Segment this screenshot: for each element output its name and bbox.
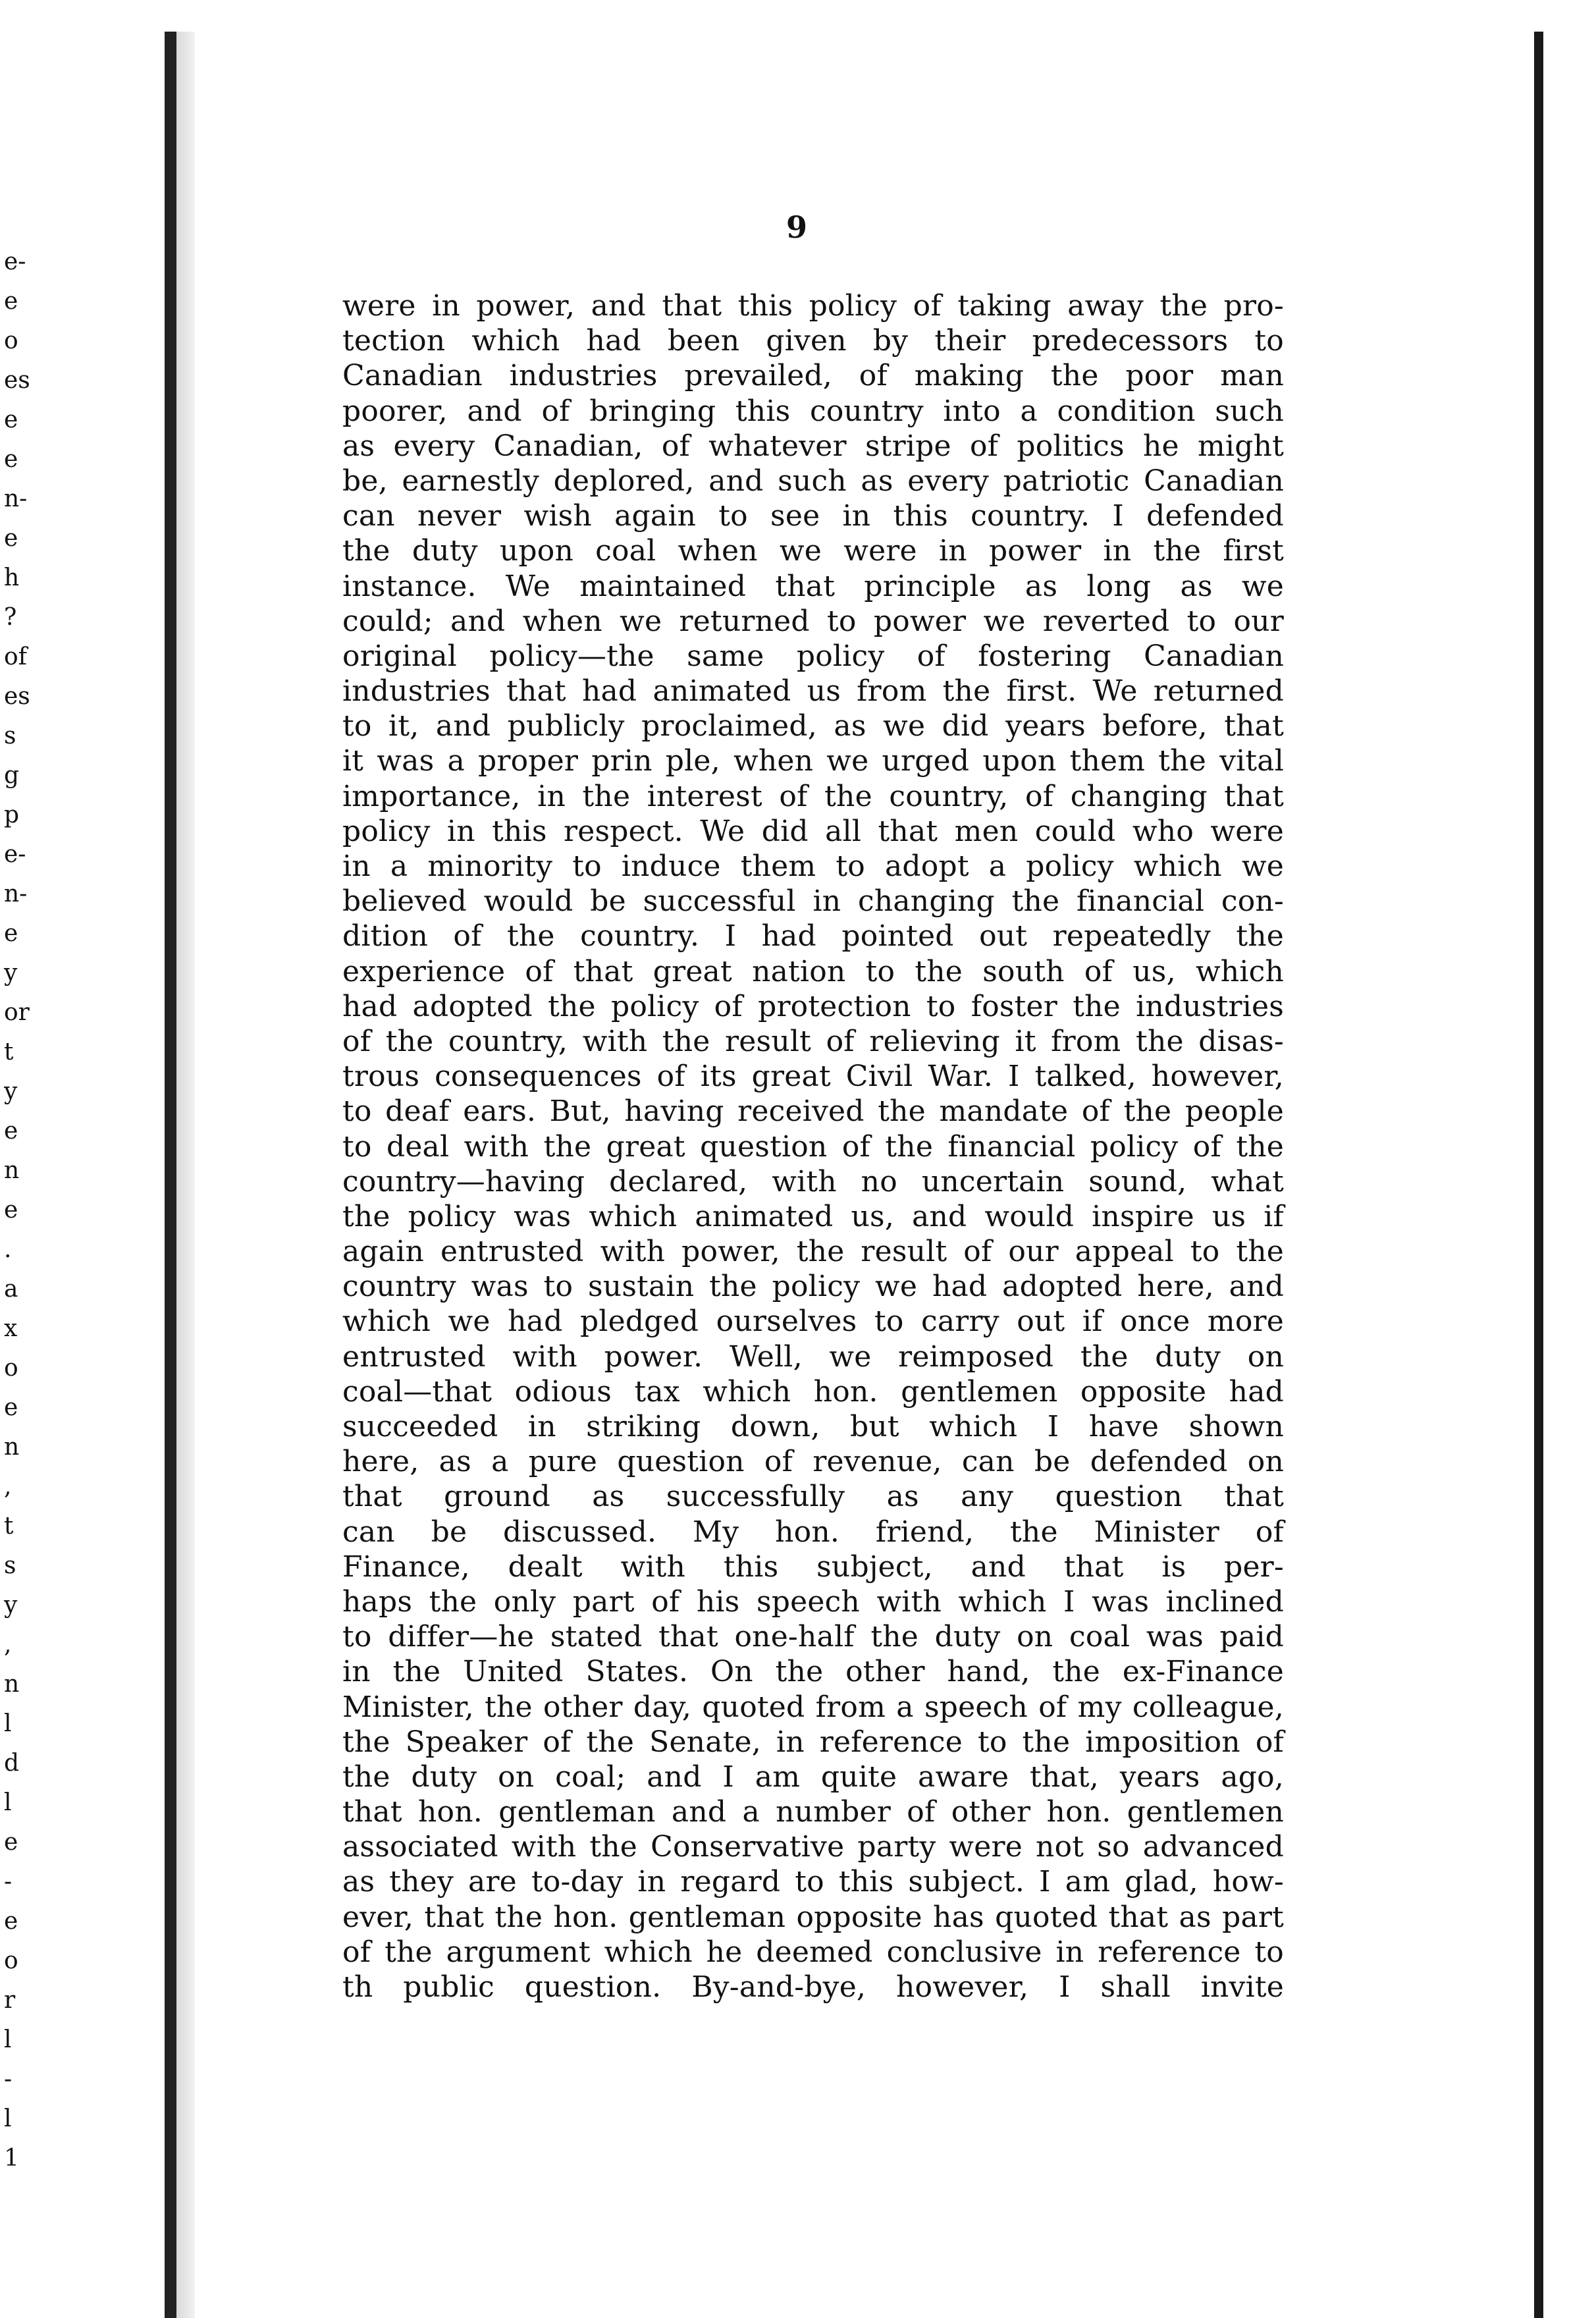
text-line: as they are to-day in regard to this subject. I am glad, how- [342,1865,1284,1899]
text-line: that ground as successfully as any question that [342,1480,1284,1514]
text-line: ever, that the hon. gentleman opposite has quoted that as part [342,1900,1284,1934]
facing-page-fragment: o [4,1355,18,1382]
facing-page-fragment: e [4,1829,18,1856]
facing-page-fragment: e [4,406,18,433]
text-line: to deal with the great question of the financial policy of the [342,1129,1284,1164]
text-line: th public question. By-and-bye, however, I shall invite [342,1970,1284,2004]
facing-page-fragment: t [4,1513,14,1540]
text-line: the duty on coal; and I am quite aware that, years ago, [342,1760,1284,1794]
facing-page-fragment: y [4,1078,18,1105]
text-line: Minister, the other day, quoted from a speech of my colleague, [342,1690,1284,1724]
facing-page-fragment: p [4,801,20,828]
facing-page-edge [0,32,176,2318]
text-line: country—having declared, with no uncertain sound, what [342,1164,1284,1199]
text-line: poorer, and of bringing this country into a condition such [342,394,1284,428]
scan-top-edge [0,0,1596,36]
facing-page-fragment: y [4,959,18,986]
scan-right-edge [1534,32,1596,2318]
facing-page-fragment: e [4,1908,18,1935]
text-line: had adopted the policy of protection to foster the industries [342,989,1284,1023]
facing-page-fragment: es [4,367,30,394]
facing-page-fragment: d [4,1750,20,1777]
facing-page-fragment: e [4,525,18,552]
text-line: to it, and publicly proclaimed, as we did years before, that [342,709,1284,743]
facing-page-fragment: o [4,1947,18,1974]
text-line: which we had pledged ourselves to carry out if once more [342,1305,1284,1339]
text-line: were in power, and that this policy of taking away the pro- [342,289,1284,323]
facing-page-fragment: e- [4,841,26,868]
text-line: again entrusted with power, the result of our appeal to the [342,1235,1284,1269]
text-line: instance. We maintained that principle as long as we [342,569,1284,603]
text-line: to deaf ears. But, having received the mandate of the people [342,1094,1284,1129]
text-line: that hon. gentleman and a number of other hon. gentlemen [342,1795,1284,1829]
facing-page-fragment: n- [4,880,28,907]
text-line: the duty upon coal when we were in power in the first [342,534,1284,568]
facing-page-fragment: x [4,1315,18,1342]
text-line: original policy—the same policy of fostering Canadian [342,639,1284,673]
facing-page-fragment: or [4,999,30,1026]
facing-page-fragment: e [4,288,18,315]
text-line: of the country, with the result of relieving it from the disas- [342,1024,1284,1058]
facing-page-fragment: t [4,1038,14,1065]
text-line: industries that had animated us from the first. We returned [342,674,1284,709]
text-line: could; and when we returned to power we reverted to our [342,604,1284,638]
text-line: entrusted with power. Well, we reimposed the duty on [342,1339,1284,1374]
text-line: associated with the Conservative party were not so advanced [342,1830,1284,1864]
facing-page-fragment: a [4,1276,18,1303]
text-line: dition of the country. I had pointed out repeatedly the [342,919,1284,954]
text-line: here, as a pure question of revenue, can be defended on [342,1445,1284,1479]
text-line: Canadian industries prevailed, of making the poor man [342,359,1284,393]
facing-page-fragment: 1 [4,2145,19,2172]
facing-page-fragment: e [4,920,18,947]
facing-page-fragment: l [4,2105,12,2132]
facing-page-fragment: n [4,1157,20,1184]
text-line: policy in this respect. We did all that men could who were [342,814,1284,848]
facing-page-fragment: - [4,2066,13,2093]
text-line: experience of that great nation to the south of us, which [342,954,1284,988]
text-line: coal—that odious tax which hon. gentlemen opposite had [342,1374,1284,1409]
text-line: it was a proper prin ple, when we urged upon them the vital [342,744,1284,778]
text-line: believed would be successful in changing the financial con- [342,884,1284,919]
facing-page-fragment: n [4,1434,20,1461]
facing-page-fragment: n [4,1671,20,1698]
facing-page-fragment: l [4,1710,12,1737]
facing-page-fragment: of [4,643,27,670]
text-line: in the United States. On the other hand, the ex-Finance [342,1655,1284,1689]
text-line: importance, in the interest of the country, of changing that [342,779,1284,813]
facing-page-fragment: y [4,1592,18,1619]
facing-page-fragment: e [4,446,18,473]
facing-page-fragment: s [4,722,16,749]
text-line: be, earnestly deplored, and such as every patriotic Canadian [342,464,1284,498]
facing-page-fragment: e [4,1197,18,1224]
text-line: the policy was which animated us, and would inspire us if [342,1199,1284,1233]
facing-page-fragment: l [4,2026,12,2053]
text-line: haps the only part of his speech with which I was inclined [342,1584,1284,1619]
text-line: in a minority to induce them to adopt a policy which we [342,849,1284,883]
facing-page-fragment: es [4,683,30,710]
page-number: 9 [785,209,807,245]
text-line: as every Canadian, of whatever stripe of politics he might [342,429,1284,463]
text-line: the Speaker of the Senate, in reference to the imposition of [342,1725,1284,1759]
text-line: can never wish again to see in this country. I defended [342,499,1284,533]
facing-page-fragment: n- [4,485,28,512]
facing-page-fragment: e [4,1394,18,1421]
facing-page-fragment: r [4,1987,16,2014]
facing-page-fragment: g [4,762,20,789]
facing-page-fragment: o [4,327,18,354]
text-line: succeeded in striking down, but which I have shown [342,1410,1284,1443]
facing-page-fragment: - [4,1868,13,1895]
text-line: tection which had been given by their predecessors to [342,324,1284,358]
facing-page-fragment: , [4,1473,12,1500]
facing-page-fragment: e- [4,248,26,275]
text-line: country was to sustain the policy we had adopted here, and [342,1270,1284,1304]
body-text [342,288,1284,2005]
facing-page-fragment: , [4,1631,12,1658]
facing-page-fragment: ? [4,604,17,631]
text-line: Finance, dealt with this subject, and that is per- [342,1550,1284,1584]
text-line: to differ—he stated that one-half the duty on coal was paid [342,1620,1284,1654]
facing-page-fragment: e [4,1118,18,1145]
text-line: of the argument which he deemed conclusive in reference to [342,1935,1284,1969]
text-line: trous consequences of its great Civil War. I talked, however, [342,1060,1284,1094]
page-gutter [176,32,195,2318]
facing-page-fragment: . [4,1236,12,1263]
facing-page-fragment: s [4,1552,16,1579]
facing-page-fragment: l [4,1789,12,1816]
text-line: can be discussed. My hon. friend, the Minister of [342,1515,1284,1549]
facing-page-fragment: h [4,564,20,591]
